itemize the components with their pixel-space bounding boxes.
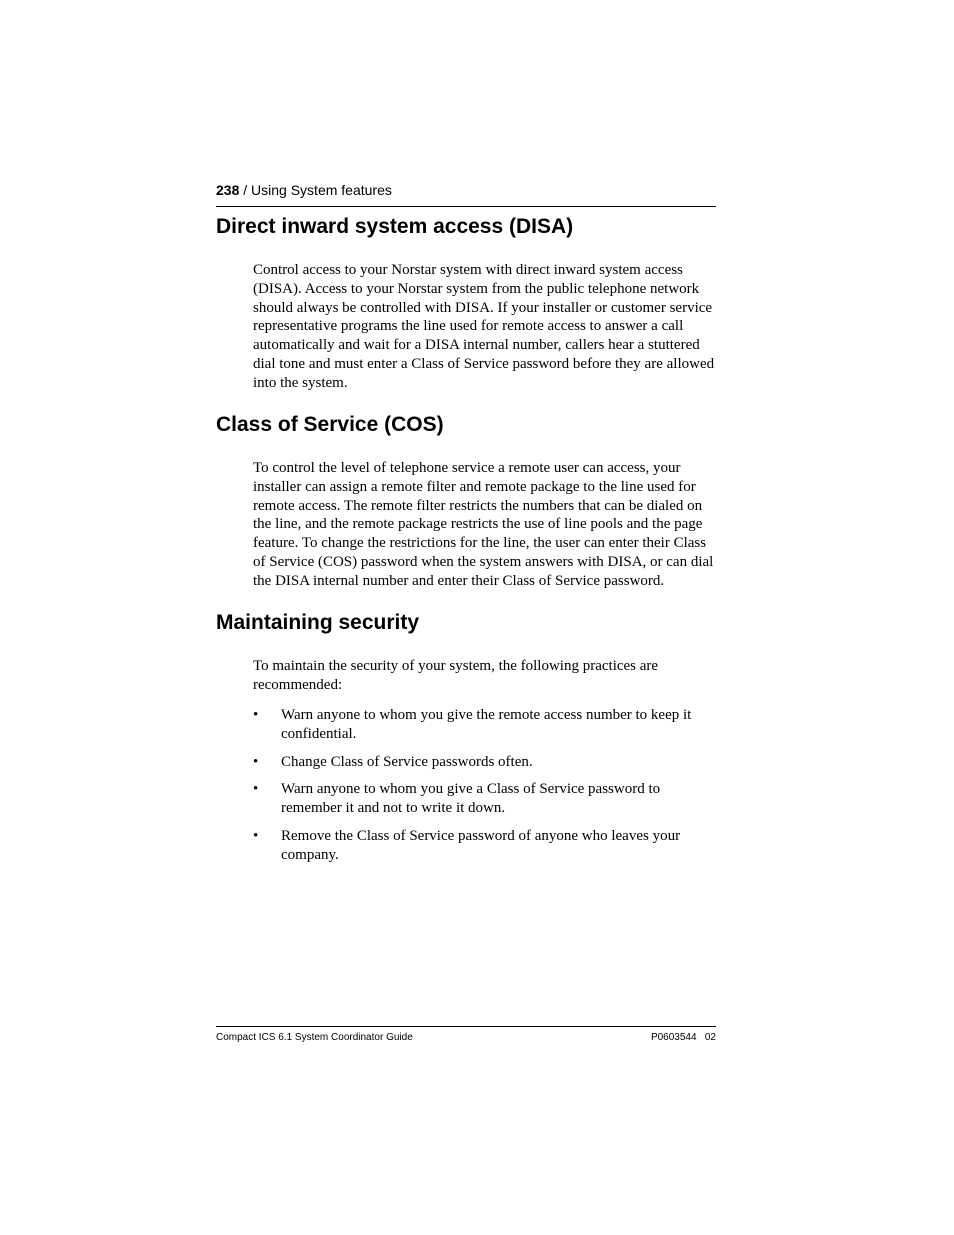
bullet-icon: • (253, 707, 259, 723)
bullet-icon: • (253, 753, 259, 770)
list-item (253, 706, 719, 744)
list-item-text: Warn anyone to whom you give the remote access number to keep it confidential. (281, 707, 692, 742)
security-practices-list (253, 706, 719, 874)
footer-guide-title: Compact ICS 6.1 System Coordinator Guide (216, 1032, 413, 1043)
heading-cos: Class of Service (COS) (216, 413, 444, 436)
paragraph-cos: To control the level of telephone service a remote user can access, your installer can assign a remote filter and remote package to the line used for remote access. The remote filter restricts the numbers that can be dialed on the line, and the remote package restricts the use of line pools and the page feature. To change the restrictions for the line, the user can enter their Class of Service (COS) password when the system answers with DISA, or can dial the DISA internal number and enter their Class of Service password. (253, 460, 714, 589)
page-footer (216, 1026, 716, 1044)
bullet-icon: • (253, 827, 259, 844)
heading-disa: Direct inward system access (DISA) (216, 215, 574, 238)
bullet-icon: • (253, 781, 259, 798)
page-header (216, 180, 716, 207)
list-item (253, 827, 719, 865)
footer-document-number: P0603544 02 (650, 1032, 716, 1043)
page-number: 238 (216, 182, 240, 198)
paragraph-security: To maintain the security of your system, the following practices are recommended: (253, 658, 659, 693)
list-item (253, 753, 719, 772)
section-title: / Using System features (239, 182, 392, 198)
list-item-text: Remove the Class of Service password of anyone who leaves your company. (281, 827, 681, 863)
list-item-text: Warn anyone to whom you give a Class of Service password to remember it and not to write it down. (281, 781, 661, 817)
list-item-text: Change Class of Service passwords often. (281, 753, 533, 770)
list-item (253, 780, 719, 818)
heading-security: Maintaining security (216, 611, 420, 634)
paragraph-disa: Control access to your Norstar system with direct inward system access (DISA). Access to your Norstar system from the public telephone network should always be controlled with DISA. If your installer or customer service representative programs the line used for remote access to answer a call automatically and wait for a DISA internal number, callers hear a stuttered dial tone and must enter a Class of Service password before they are allowed into the system. (253, 262, 715, 391)
